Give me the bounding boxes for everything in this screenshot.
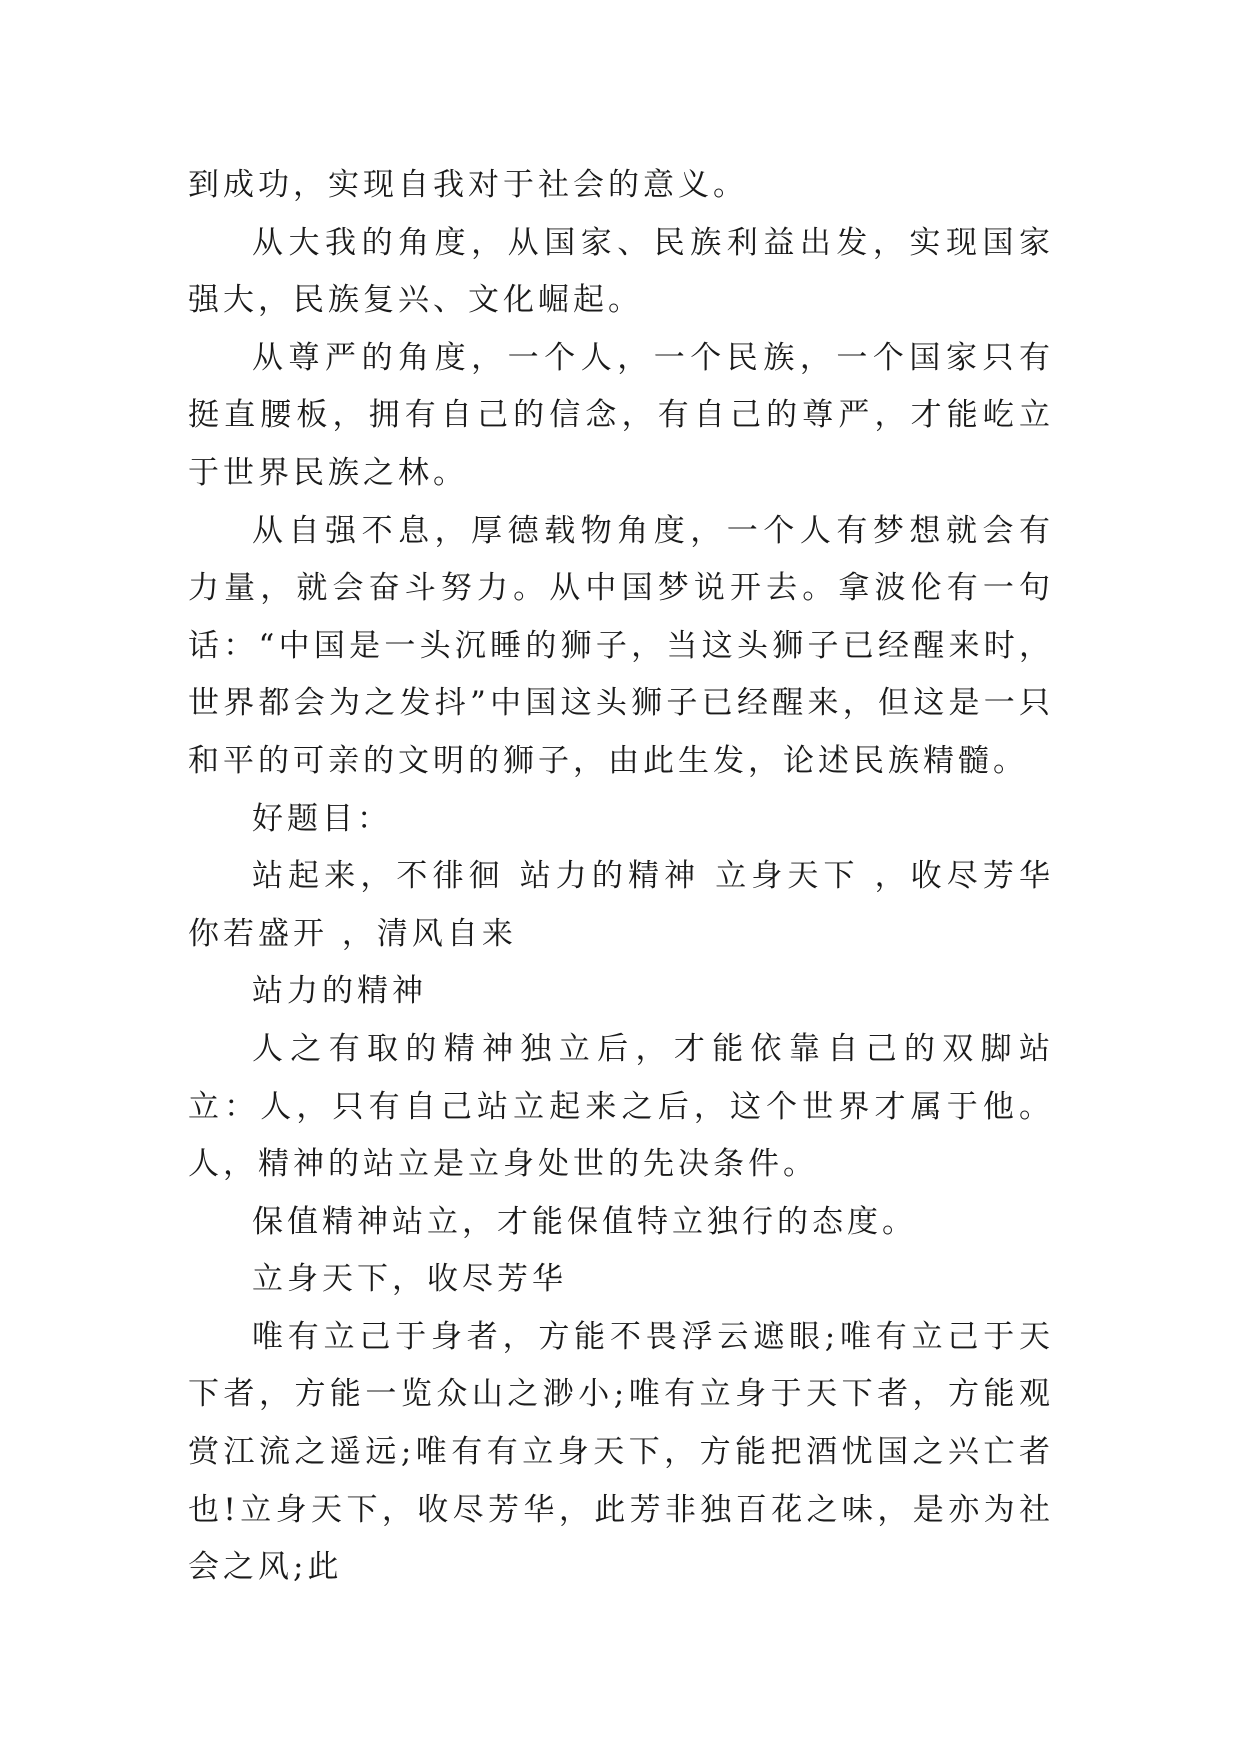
paragraph-self-improvement: 从自强不息，厚德载物角度，一个人有梦想就会有力量，就会奋斗努力。从中国梦说开去。拿波伦有一句话：“中国是一头沉睡的狮子，当这头狮子已经醒来时，世界都会为之发抖”中国这头狮子已经醒来，但这是一只和平的可亲的文明的狮子，由此生发，论述民族精髓。 [188,512,1054,779]
paragraph-national-perspective: 从大我的角度，从国家、民族利益出发，实现国家强大，民族复兴、文化崛起。 [188,224,1054,319]
paragraph-good-titles-heading: 好题目： [252,800,392,837]
paragraph-attitude: 保值精神站立，才能保值特立独行的态度。 [252,1203,917,1240]
paragraph-independence: 人之有取的精神独立后，才能依靠自己的双脚站立：人，只有自己站立起来之后，这个世界才属于他。人，精神的站立是立身处世的先决条件。 [188,1030,1054,1183]
paragraph-stand-in-world: 唯有立己于身者，方能不畏浮云遮眼;唯有立己于天下者，方能一览众山之渺小;唯有立身于天下者，方能观赏江流之遥远;唯有有立身天下，方能把酒忧国之兴亡者也!立身天下，收尽芳华，此芳非独百花之味，是亦为社会之风;此 [188,1318,1054,1586]
document-page [188,157,1054,1597]
section-heading-stand-in-world: 立身天下，收尽芳华 [252,1261,567,1298]
section-heading-standing-spirit: 站力的精神 [252,973,427,1010]
paragraph-title-list: 站起来，不徘徊 站力的精神 立身天下 ，收尽芳华 你若盛开 ，清风自来 [188,858,1054,952]
paragraph-continuation: 到成功，实现自我对于社会的意义。 [188,167,748,203]
paragraph-dignity-perspective: 从尊严的角度，一个人，一个民族，一个国家只有挺直腰板，拥有自己的信念，有自己的尊严，才能屹立于世界民族之林。 [188,339,1054,491]
